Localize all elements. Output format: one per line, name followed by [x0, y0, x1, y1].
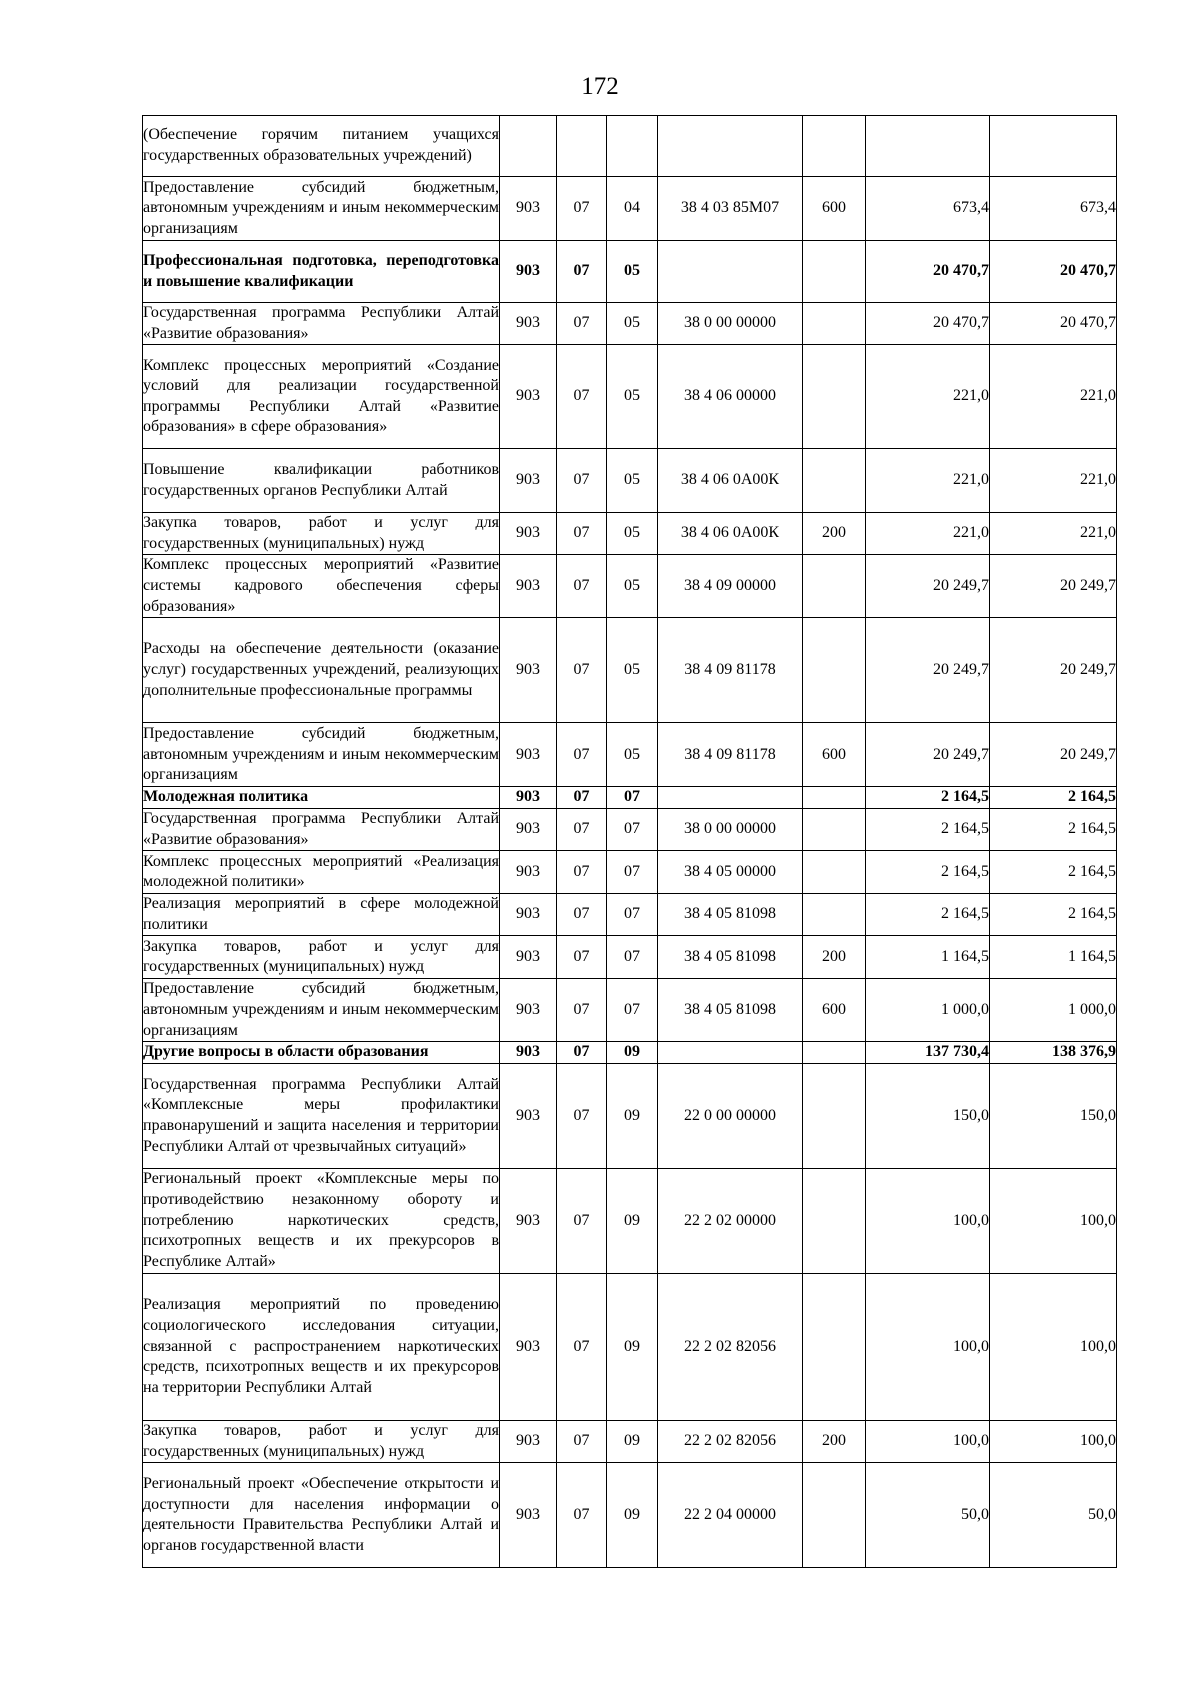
expense-type-cell — [803, 1463, 866, 1568]
subsection-code-cell: 09 — [607, 1168, 658, 1273]
amount-year1-cell: 2 164,5 — [866, 808, 990, 850]
amount-year2-cell: 2 164,5 — [990, 851, 1117, 894]
row-name-cell: Предоставление субсидий бюджетным, автономным учреждениям и иным некоммерческим организациям — [143, 979, 500, 1042]
target-article-cell: 38 4 05 81098 — [658, 979, 803, 1042]
target-article-cell: 38 0 00 00000 — [658, 808, 803, 850]
target-article-cell — [658, 1042, 803, 1064]
ministry-code-cell: 903 — [500, 618, 557, 723]
row-name-cell: Закупка товаров, работ и услуг для государственных (муниципальных) нужд — [143, 1420, 500, 1462]
table-row — [143, 1168, 1117, 1273]
target-article-cell: 38 4 05 81098 — [658, 936, 803, 979]
expense-type-cell — [803, 555, 866, 618]
budget-table — [142, 115, 1117, 1568]
amount-year1-cell: 673,4 — [866, 177, 990, 241]
section-code-cell: 07 — [557, 1063, 607, 1168]
expense-type-cell — [803, 116, 866, 177]
expense-type-cell — [803, 1273, 866, 1420]
expense-type-cell — [803, 241, 866, 303]
subsection-code-cell: 05 — [607, 449, 658, 513]
ministry-code-cell: 903 — [500, 1042, 557, 1064]
target-article-cell: 38 4 09 81178 — [658, 723, 803, 787]
target-article-cell: 22 2 02 00000 — [658, 1168, 803, 1273]
section-code-cell: 07 — [557, 723, 607, 787]
row-name-cell: Молодежная политика — [143, 787, 500, 809]
expense-type-cell: 600 — [803, 177, 866, 241]
amount-year2-cell: 221,0 — [990, 449, 1117, 513]
subsection-code-cell: 05 — [607, 303, 658, 345]
expense-type-cell — [803, 1042, 866, 1064]
section-code-cell: 07 — [557, 177, 607, 241]
subsection-code-cell: 09 — [607, 1273, 658, 1420]
table-row — [143, 555, 1117, 618]
subsection-code-cell: 07 — [607, 808, 658, 850]
section-code-cell: 07 — [557, 449, 607, 513]
row-name-cell: Комплекс процессных мероприятий «Создание условий для реализации государственной программы Республики Алтай «Развитие образования» в сфере образования» — [143, 345, 500, 449]
amount-year2-cell: 138 376,9 — [990, 1042, 1117, 1064]
subsection-code-cell: 07 — [607, 851, 658, 894]
expense-type-cell — [803, 787, 866, 809]
subsection-code-cell: 09 — [607, 1463, 658, 1568]
ministry-code-cell: 903 — [500, 513, 557, 555]
budget-table-body — [143, 116, 1117, 1568]
amount-year1-cell: 20 249,7 — [866, 723, 990, 787]
section-code-cell: 07 — [557, 851, 607, 894]
ministry-code-cell: 903 — [500, 1420, 557, 1462]
section-code-cell: 07 — [557, 1420, 607, 1462]
expense-type-cell: 600 — [803, 723, 866, 787]
table-row — [143, 1042, 1117, 1064]
ministry-code-cell: 903 — [500, 894, 557, 936]
amount-year2-cell: 100,0 — [990, 1420, 1117, 1462]
expense-type-cell — [803, 851, 866, 894]
subsection-code-cell: 05 — [607, 618, 658, 723]
target-article-cell: 38 4 03 85М07 — [658, 177, 803, 241]
amount-year1-cell: 20 249,7 — [866, 555, 990, 618]
row-name-cell: Предоставление субсидий бюджетным, автономным учреждениям и иным некоммерческим организациям — [143, 723, 500, 787]
expense-type-cell — [803, 618, 866, 723]
amount-year2-cell — [990, 116, 1117, 177]
ministry-code-cell: 903 — [500, 936, 557, 979]
section-code-cell: 07 — [557, 936, 607, 979]
row-name-cell: Реализация мероприятий по проведению социологического исследования ситуации, связанной с распространением наркотических средств, психотропных веществ и их прекурсоров на территории Республики Алтай — [143, 1273, 500, 1420]
amount-year1-cell: 100,0 — [866, 1273, 990, 1420]
amount-year2-cell: 20 249,7 — [990, 723, 1117, 787]
amount-year1-cell: 2 164,5 — [866, 851, 990, 894]
table-row — [143, 449, 1117, 513]
amount-year1-cell: 221,0 — [866, 449, 990, 513]
section-code-cell: 07 — [557, 1042, 607, 1064]
ministry-code-cell: 903 — [500, 723, 557, 787]
subsection-code-cell: 05 — [607, 345, 658, 449]
ministry-code-cell: 903 — [500, 555, 557, 618]
amount-year2-cell: 1 164,5 — [990, 936, 1117, 979]
row-name-cell: Предоставление субсидий бюджетным, автономным учреждениям и иным некоммерческим организациям — [143, 177, 500, 241]
amount-year1-cell: 2 164,5 — [866, 894, 990, 936]
section-code-cell: 07 — [557, 241, 607, 303]
amount-year2-cell: 100,0 — [990, 1273, 1117, 1420]
expense-type-cell: 200 — [803, 513, 866, 555]
subsection-code-cell: 09 — [607, 1420, 658, 1462]
ministry-code-cell: 903 — [500, 1463, 557, 1568]
table-row — [143, 1420, 1117, 1462]
row-name-cell: Повышение квалификации работников государственных органов Республики Алтай — [143, 449, 500, 513]
ministry-code-cell: 903 — [500, 1063, 557, 1168]
amount-year1-cell: 221,0 — [866, 513, 990, 555]
table-row — [143, 513, 1117, 555]
expense-type-cell — [803, 808, 866, 850]
table-row — [143, 116, 1117, 177]
subsection-code-cell: 07 — [607, 787, 658, 809]
target-article-cell: 22 2 04 00000 — [658, 1463, 803, 1568]
section-code-cell: 07 — [557, 1463, 607, 1568]
row-name-cell: Комплекс процессных мероприятий «Реализация молодежной политики» — [143, 851, 500, 894]
amount-year1-cell: 20 470,7 — [866, 303, 990, 345]
amount-year2-cell: 2 164,5 — [990, 894, 1117, 936]
ministry-code-cell: 903 — [500, 787, 557, 809]
subsection-code-cell: 07 — [607, 894, 658, 936]
expense-type-cell — [803, 303, 866, 345]
subsection-code-cell: 05 — [607, 555, 658, 618]
row-name-cell: Региональный проект «Комплексные меры по противодействию незаконному обороту и потреблению наркотических средств, психотропных веществ и их прекурсоров в Республике Алтай» — [143, 1168, 500, 1273]
amount-year2-cell: 20 249,7 — [990, 555, 1117, 618]
ministry-code-cell: 903 — [500, 1273, 557, 1420]
target-article-cell: 38 4 06 0А00К — [658, 449, 803, 513]
ministry-code-cell: 903 — [500, 177, 557, 241]
ministry-code-cell: 903 — [500, 808, 557, 850]
ministry-code-cell: 903 — [500, 303, 557, 345]
row-name-cell: Профессиональная подготовка, переподготовка и повышение квалификации — [143, 241, 500, 303]
amount-year1-cell: 100,0 — [866, 1168, 990, 1273]
amount-year2-cell: 20 470,7 — [990, 241, 1117, 303]
expense-type-cell — [803, 449, 866, 513]
target-article-cell: 38 0 00 00000 — [658, 303, 803, 345]
target-article-cell — [658, 241, 803, 303]
ministry-code-cell: 903 — [500, 979, 557, 1042]
amount-year2-cell: 221,0 — [990, 513, 1117, 555]
target-article-cell: 38 4 05 00000 — [658, 851, 803, 894]
table-row — [143, 345, 1117, 449]
row-name-cell: Другие вопросы в области образования — [143, 1042, 500, 1064]
section-code-cell: 07 — [557, 894, 607, 936]
row-name-cell: Государственная программа Республики Алтай «Развитие образования» — [143, 808, 500, 850]
amount-year2-cell: 20 249,7 — [990, 618, 1117, 723]
subsection-code-cell: 09 — [607, 1042, 658, 1064]
section-code-cell: 07 — [557, 787, 607, 809]
table-row — [143, 303, 1117, 345]
target-article-cell: 22 2 02 82056 — [658, 1420, 803, 1462]
table-row — [143, 894, 1117, 936]
amount-year2-cell: 1 000,0 — [990, 979, 1117, 1042]
amount-year2-cell: 221,0 — [990, 345, 1117, 449]
amount-year1-cell: 20 470,7 — [866, 241, 990, 303]
section-code-cell: 07 — [557, 1273, 607, 1420]
table-row — [143, 618, 1117, 723]
target-article-cell: 38 4 09 00000 — [658, 555, 803, 618]
row-name-cell: Государственная программа Республики Алтай «Развитие образования» — [143, 303, 500, 345]
table-row — [143, 851, 1117, 894]
amount-year2-cell: 20 470,7 — [990, 303, 1117, 345]
amount-year1-cell: 1 000,0 — [866, 979, 990, 1042]
amount-year1-cell: 2 164,5 — [866, 787, 990, 809]
table-row — [143, 1273, 1117, 1420]
expense-type-cell: 600 — [803, 979, 866, 1042]
amount-year2-cell: 2 164,5 — [990, 808, 1117, 850]
table-row — [143, 979, 1117, 1042]
subsection-code-cell: 04 — [607, 177, 658, 241]
table-row — [143, 1063, 1117, 1168]
amount-year1-cell: 221,0 — [866, 345, 990, 449]
row-name-cell: Комплекс процессных мероприятий «Развитие системы кадрового обеспечения сферы образования» — [143, 555, 500, 618]
amount-year1-cell: 20 249,7 — [866, 618, 990, 723]
target-article-cell — [658, 787, 803, 809]
section-code-cell: 07 — [557, 513, 607, 555]
amount-year1-cell — [866, 116, 990, 177]
amount-year1-cell: 137 730,4 — [866, 1042, 990, 1064]
target-article-cell — [658, 116, 803, 177]
expense-type-cell: 200 — [803, 1420, 866, 1462]
table-row — [143, 1463, 1117, 1568]
section-code-cell: 07 — [557, 345, 607, 449]
row-name-cell: Реализация мероприятий в сфере молодежной политики — [143, 894, 500, 936]
subsection-code-cell: 07 — [607, 936, 658, 979]
amount-year1-cell: 1 164,5 — [866, 936, 990, 979]
table-row — [143, 177, 1117, 241]
ministry-code-cell: 903 — [500, 1168, 557, 1273]
table-row — [143, 808, 1117, 850]
subsection-code-cell — [607, 116, 658, 177]
ministry-code-cell: 903 — [500, 851, 557, 894]
amount-year2-cell: 150,0 — [990, 1063, 1117, 1168]
table-row — [143, 936, 1117, 979]
subsection-code-cell: 05 — [607, 241, 658, 303]
section-code-cell: 07 — [557, 618, 607, 723]
amount-year1-cell: 100,0 — [866, 1420, 990, 1462]
amount-year1-cell: 150,0 — [866, 1063, 990, 1168]
table-row — [143, 723, 1117, 787]
target-article-cell: 22 0 00 00000 — [658, 1063, 803, 1168]
row-name-cell: (Обеспечение горячим питанием учащихся государственных образовательных учреждений) — [143, 116, 500, 177]
expense-type-cell — [803, 1168, 866, 1273]
amount-year2-cell: 50,0 — [990, 1463, 1117, 1568]
expense-type-cell — [803, 345, 866, 449]
ministry-code-cell: 903 — [500, 345, 557, 449]
page-number: 172 — [581, 73, 619, 100]
section-code-cell: 07 — [557, 555, 607, 618]
ministry-code-cell — [500, 116, 557, 177]
section-code-cell: 07 — [557, 979, 607, 1042]
table-row — [143, 241, 1117, 303]
amount-year1-cell: 50,0 — [866, 1463, 990, 1568]
section-code-cell: 07 — [557, 808, 607, 850]
subsection-code-cell: 07 — [607, 979, 658, 1042]
row-name-cell: Расходы на обеспечение деятельности (оказание услуг) государственных учреждений, реализующих дополнительные профессиональные программы — [143, 618, 500, 723]
subsection-code-cell: 05 — [607, 513, 658, 555]
section-code-cell: 07 — [557, 303, 607, 345]
amount-year2-cell: 2 164,5 — [990, 787, 1117, 809]
target-article-cell: 22 2 02 82056 — [658, 1273, 803, 1420]
expense-type-cell: 200 — [803, 936, 866, 979]
target-article-cell: 38 4 05 81098 — [658, 894, 803, 936]
row-name-cell: Государственная программа Республики Алтай «Комплексные меры профилактики правонарушений и защита населения и территории Республики Алтай от чрезвычайных ситуаций» — [143, 1063, 500, 1168]
expense-type-cell — [803, 894, 866, 936]
amount-year2-cell: 100,0 — [990, 1168, 1117, 1273]
amount-year2-cell: 673,4 — [990, 177, 1117, 241]
ministry-code-cell: 903 — [500, 241, 557, 303]
row-name-cell: Закупка товаров, работ и услуг для государственных (муниципальных) нужд — [143, 513, 500, 555]
target-article-cell: 38 4 09 81178 — [658, 618, 803, 723]
subsection-code-cell: 05 — [607, 723, 658, 787]
table-row — [143, 787, 1117, 809]
section-code-cell — [557, 116, 607, 177]
subsection-code-cell: 09 — [607, 1063, 658, 1168]
expense-type-cell — [803, 1063, 866, 1168]
target-article-cell: 38 4 06 00000 — [658, 345, 803, 449]
row-name-cell: Закупка товаров, работ и услуг для государственных (муниципальных) нужд — [143, 936, 500, 979]
ministry-code-cell: 903 — [500, 449, 557, 513]
row-name-cell: Региональный проект «Обеспечение открытости и доступности для населения информации о деятельности Правительства Республики Алтай и органов государственной власти — [143, 1463, 500, 1568]
section-code-cell: 07 — [557, 1168, 607, 1273]
target-article-cell: 38 4 06 0А00К — [658, 513, 803, 555]
